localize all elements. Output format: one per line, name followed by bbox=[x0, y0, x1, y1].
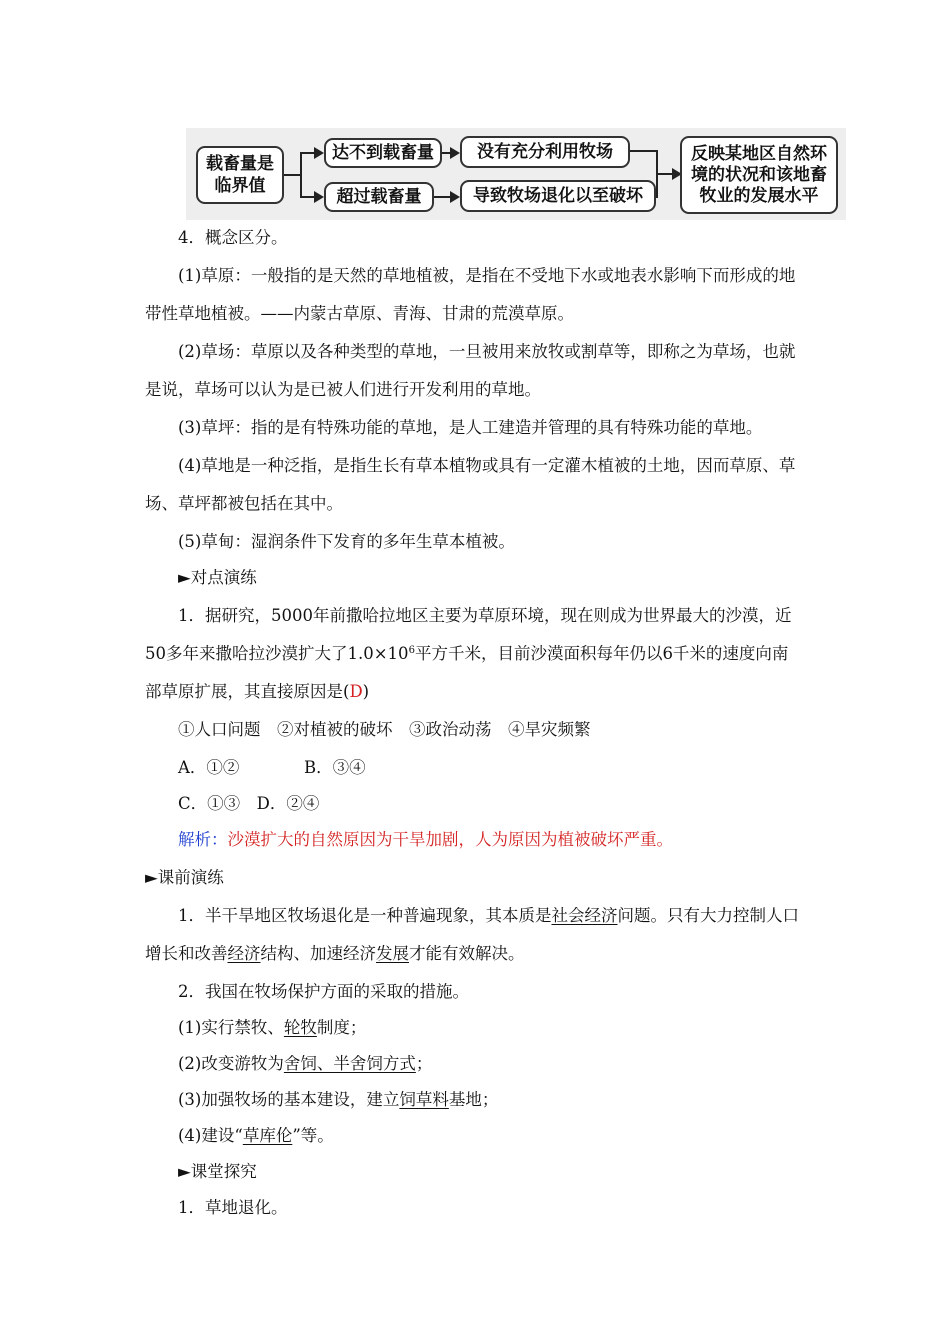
fill-blank: 经济 bbox=[227, 944, 261, 963]
option-a: A．①② bbox=[178, 758, 240, 777]
question-text: 部草原扩展，其直接原因是( bbox=[145, 682, 350, 701]
paragraph-line: 是说，草场可以认为是已被人们进行开发利用的草地。 bbox=[145, 380, 541, 399]
text: (3)加强牧场的基本建设，建立 bbox=[178, 1090, 400, 1109]
text: 增长和改善 bbox=[145, 944, 228, 963]
text: (1)实行禁牧、 bbox=[178, 1018, 284, 1037]
question-line bbox=[145, 680, 369, 704]
text: 基地； bbox=[448, 1090, 499, 1109]
analysis bbox=[178, 828, 673, 852]
text: ”等。 bbox=[292, 1126, 334, 1145]
analysis-text: 沙漠扩大的自然原因为干旱加剧，人为原因为植被破坏严重。 bbox=[227, 830, 673, 849]
connector bbox=[284, 174, 300, 176]
box-start: 载畜量是 临界值 bbox=[196, 146, 284, 204]
text: 问题。只有大力控制人口 bbox=[617, 906, 799, 925]
fill-blank: 饲草料 bbox=[399, 1090, 449, 1109]
section-heading: 4．概念区分。 bbox=[178, 228, 288, 247]
connector bbox=[630, 150, 656, 152]
arrow-icon bbox=[450, 147, 460, 159]
paragraph-line bbox=[145, 942, 525, 966]
paragraph-line: (4)草地是一种泛指，是指生长有草本植物或具有一定灌木植被的土地，因而草原、草 bbox=[178, 456, 796, 475]
arrow-icon bbox=[314, 191, 324, 203]
fill-blank: 舍饲、半舍饲方式 bbox=[283, 1054, 416, 1073]
box-lower-result: 导致牧场退化以至破坏 bbox=[460, 180, 656, 212]
paragraph-line: 2．我国在牧场保护方面的采取的措施。 bbox=[178, 982, 469, 1001]
analysis-label: 解析： bbox=[178, 830, 228, 849]
box-lower-condition: 超过载畜量 bbox=[324, 182, 434, 212]
paragraph-line: 场、草坪都被包括在其中。 bbox=[145, 494, 343, 513]
paragraph-line: 1．草地退化。 bbox=[178, 1198, 288, 1217]
connector bbox=[300, 152, 302, 198]
fill-blank: 社会经济 bbox=[551, 906, 618, 925]
fill-blank: 草库伦 bbox=[242, 1126, 293, 1145]
text: (4)建设“ bbox=[178, 1126, 243, 1145]
preclass-heading: ►课前演练 bbox=[145, 868, 224, 887]
paragraph-line: (1)草原：一般指的是天然的草地植被，是指在不受地下水或地表水影响下而形成的地 bbox=[178, 266, 796, 285]
option-c-d: C．①③ D．②④ bbox=[178, 794, 320, 813]
paragraph-line: 带性草地植被。——内蒙古草原、青海、甘肃的荒漠草原。 bbox=[145, 304, 574, 323]
practice-heading: ►对点演练 bbox=[178, 568, 257, 587]
question-items: ①人口问题 ②对植被的破坏 ③政治动荡 ④旱灾频繁 bbox=[178, 720, 591, 739]
text: (2)改变游牧为 bbox=[178, 1054, 284, 1073]
measure-line bbox=[178, 1052, 432, 1076]
question-line bbox=[145, 642, 788, 666]
exponent: 6 bbox=[408, 645, 415, 656]
text: 才能有效解决。 bbox=[409, 944, 525, 963]
text: ； bbox=[415, 1054, 433, 1073]
fill-blank: 轮牧 bbox=[283, 1018, 317, 1037]
box-upper-result: 没有充分利用牧场 bbox=[460, 136, 630, 168]
option-b: B．③④ bbox=[304, 758, 366, 777]
arrow-icon bbox=[314, 147, 324, 159]
inclass-heading: ►课堂探究 bbox=[178, 1162, 257, 1181]
text: 1．半干旱地区牧场退化是一种普遍现象，其本质是 bbox=[178, 906, 552, 925]
fill-blank: 发展 bbox=[376, 944, 409, 963]
box-conclusion: 反映某地区自然环 境的状况和该地畜 牧业的发展水平 bbox=[680, 136, 838, 214]
text: 结构、加速经济 bbox=[260, 944, 376, 963]
question-line: 1．据研究，5000年前撒哈拉地区主要为草原环境，现在则成为世界最大的沙漠，近 bbox=[178, 606, 792, 625]
box-upper-condition: 达不到载畜量 bbox=[324, 138, 442, 168]
paragraph-line bbox=[178, 904, 799, 928]
paragraph-line: (5)草甸：湿润条件下发育的多年生草本植被。 bbox=[178, 532, 515, 551]
flow-diagram bbox=[186, 128, 846, 220]
measure-line bbox=[178, 1088, 498, 1112]
paragraph-line: (2)草场：草原以及各种类型的草地，一旦被用来放牧或割草等，即称之为草场，也就 bbox=[178, 342, 796, 361]
question-text: 平方千米，目前沙漠面积每年仍以6千米的速度向南 bbox=[414, 644, 789, 663]
measure-line bbox=[178, 1016, 366, 1040]
measure-line bbox=[178, 1124, 334, 1148]
arrow-icon bbox=[450, 191, 460, 203]
question-text: ) bbox=[362, 682, 370, 701]
paragraph-line: (3)草坪：指的是有特殊功能的草地，是人工建造并管理的具有特殊功能的草地。 bbox=[178, 418, 763, 437]
answer: D bbox=[349, 682, 363, 701]
text: 制度； bbox=[316, 1018, 367, 1037]
question-text: 50多年来撒哈拉沙漠扩大了1.0×10 bbox=[145, 644, 409, 663]
